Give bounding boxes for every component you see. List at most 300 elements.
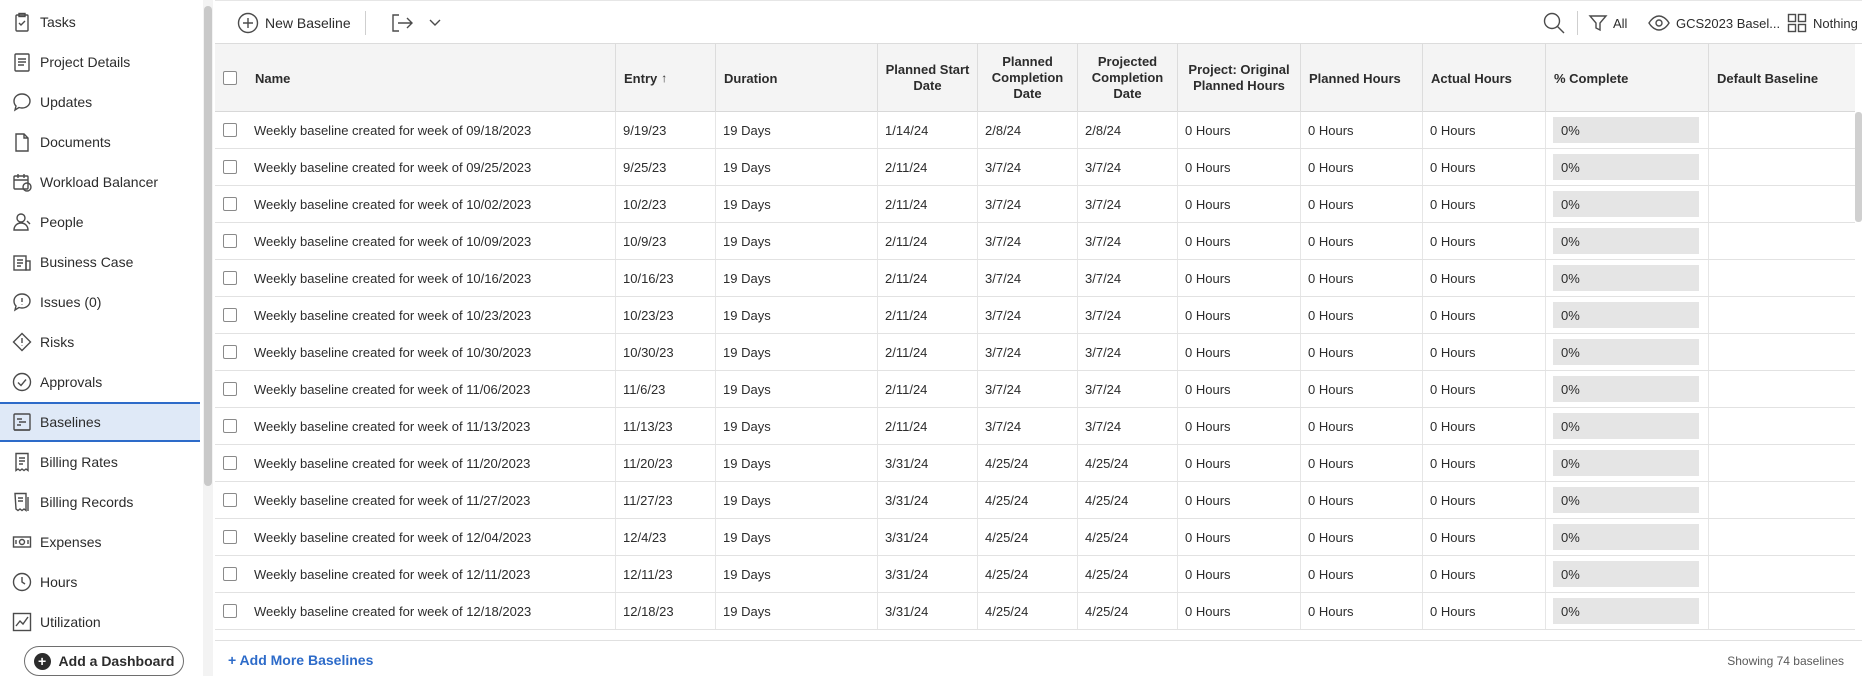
cell-projected-completion-date xyxy=(1078,297,1178,333)
sidebar-item-label: Business Case xyxy=(40,254,134,270)
table-row[interactable] xyxy=(215,408,1855,445)
table-row[interactable] xyxy=(215,519,1855,556)
sidebar-item-label: Expenses xyxy=(40,534,102,550)
row-checkbox[interactable] xyxy=(223,345,237,359)
cell-actual-hours-text: 0 Hours xyxy=(1430,344,1476,360)
cell-planned-start-date xyxy=(878,260,978,296)
cell-planned-start-date-text: 2/11/24 xyxy=(885,418,928,434)
cell-duration xyxy=(716,186,878,222)
cell-projected-completion-date-text: 4/25/24 xyxy=(1085,492,1129,508)
cell-entry xyxy=(616,445,716,481)
sidebar-item-business-case[interactable] xyxy=(0,242,200,282)
cell-name xyxy=(247,408,616,444)
percent-complete-bar: 0% xyxy=(1553,265,1699,291)
percent-complete-bar: 0% xyxy=(1553,450,1699,476)
sidebar-item-expenses[interactable] xyxy=(0,522,200,562)
cell-name xyxy=(247,371,616,407)
header-actual-hours[interactable]: Actual Hours xyxy=(1423,44,1546,112)
cell-percent-complete xyxy=(1546,149,1709,185)
percent-complete-bar: 0% xyxy=(1553,154,1699,180)
cell-projected-completion-date xyxy=(1078,112,1178,148)
sidebar-item-billing-rates[interactable] xyxy=(0,442,200,482)
sidebar-item-documents[interactable] xyxy=(0,122,200,162)
row-checkbox[interactable] xyxy=(223,382,237,396)
cell-planned-start-date xyxy=(878,482,978,518)
sidebar-item-label: Hours xyxy=(40,574,78,590)
cell-planned-completion-date-text: 3/7/24 xyxy=(985,233,1022,249)
cell-planned-hours xyxy=(1301,260,1423,296)
cell-actual-hours-text: 0 Hours xyxy=(1430,418,1476,434)
cell-duration xyxy=(716,223,878,259)
cell-actual-hours xyxy=(1423,260,1546,296)
cell-projected-completion-date-text: 3/7/24 xyxy=(1085,307,1122,323)
sidebar-item-project-details[interactable] xyxy=(0,42,200,82)
cell-planned-completion-date-text: 3/7/24 xyxy=(985,307,1022,323)
sidebar-item-label: Billing Records xyxy=(40,494,134,510)
row-checkbox[interactable] xyxy=(223,419,237,433)
header-original-planned-hours[interactable]: Project: Original Planned Hours xyxy=(1178,44,1301,112)
cell-duration xyxy=(716,482,878,518)
cell-default-baseline xyxy=(1709,593,1855,629)
cell-planned-start-date xyxy=(878,334,978,370)
header-percent-complete[interactable]: % Complete xyxy=(1546,44,1709,112)
cell-planned-completion-date-text: 4/25/24 xyxy=(985,455,1029,471)
cell-entry-text: 12/4/23 xyxy=(623,529,667,545)
cell-planned-completion-date xyxy=(978,593,1078,629)
row-checkbox[interactable] xyxy=(223,123,237,137)
cell-name xyxy=(247,297,616,333)
cell-original-planned-hours xyxy=(1178,519,1301,555)
cell-planned-start-date xyxy=(878,186,978,222)
cell-original-planned-hours xyxy=(1178,482,1301,518)
cell-name-text: Weekly baseline created for week of 11/20/2023 xyxy=(254,455,531,471)
header-default-baseline[interactable]: Default Baseline xyxy=(1717,70,1819,86)
cell-duration-text: 19 Days xyxy=(723,307,771,323)
cell-default-baseline xyxy=(1709,556,1855,592)
row-checkbox[interactable] xyxy=(223,308,237,322)
cell-planned-hours-text: 0 Hours xyxy=(1308,344,1354,360)
header-planned-completion-date[interactable]: Planned Completion Date xyxy=(978,44,1078,112)
cell-default-baseline xyxy=(1709,445,1855,481)
table-row[interactable] xyxy=(215,223,1855,260)
cell-name xyxy=(247,334,616,370)
export-button[interactable] xyxy=(390,11,414,35)
chevron-down-icon xyxy=(428,16,442,30)
cell-percent-complete xyxy=(1546,112,1709,148)
row-checkbox[interactable] xyxy=(223,456,237,470)
cell-name xyxy=(247,186,616,222)
cell-projected-completion-date-text: 3/7/24 xyxy=(1085,381,1122,397)
row-checkbox[interactable] xyxy=(223,160,237,174)
cell-duration xyxy=(716,593,878,629)
cell-name-text: Weekly baseline created for week of 12/18/2023 xyxy=(254,603,532,619)
sidebar-item-updates[interactable] xyxy=(0,82,200,122)
cell-planned-start-date xyxy=(878,556,978,592)
receipt-icon xyxy=(12,451,32,473)
cell-actual-hours xyxy=(1423,371,1546,407)
table-row[interactable] xyxy=(215,297,1855,334)
cell-default-baseline xyxy=(1709,408,1855,444)
grouping-button[interactable] xyxy=(1787,11,1858,35)
cell-planned-start-date-text: 2/11/24 xyxy=(885,381,928,397)
row-checkbox[interactable] xyxy=(223,271,237,285)
cell-duration xyxy=(716,408,878,444)
row-checkbox[interactable] xyxy=(223,530,237,544)
cell-actual-hours xyxy=(1423,149,1546,185)
cell-actual-hours-text: 0 Hours xyxy=(1430,566,1476,582)
table-row[interactable] xyxy=(215,445,1855,482)
cell-original-planned-hours xyxy=(1178,149,1301,185)
document-lines-icon xyxy=(12,51,32,73)
cell-duration-text: 19 Days xyxy=(723,233,771,249)
cell-planned-completion-date xyxy=(978,334,1078,370)
percent-complete-bar: 0% xyxy=(1553,376,1699,402)
percent-complete-bar: 0% xyxy=(1553,524,1699,550)
sidebar-item-label: Baselines xyxy=(40,414,101,430)
cell-original-planned-hours-text: 0 Hours xyxy=(1185,529,1231,545)
toolbar-divider xyxy=(1577,11,1578,35)
cell-planned-completion-date xyxy=(978,445,1078,481)
cell-planned-start-date-text: 1/14/24 xyxy=(885,122,929,138)
cell-default-baseline xyxy=(1709,260,1855,296)
cell-original-planned-hours-text: 0 Hours xyxy=(1185,159,1231,175)
cell-name xyxy=(247,519,616,555)
cell-percent-complete xyxy=(1546,186,1709,222)
cell-entry xyxy=(616,519,716,555)
cell-planned-start-date xyxy=(878,223,978,259)
table-row[interactable] xyxy=(215,149,1855,186)
header-select-cell xyxy=(215,44,247,112)
filter-icon xyxy=(1588,13,1608,33)
cell-planned-completion-date xyxy=(978,223,1078,259)
cell-planned-start-date-text: 2/11/24 xyxy=(885,196,928,212)
cell-entry xyxy=(616,408,716,444)
cell-entry xyxy=(616,149,716,185)
cell-planned-hours-text: 0 Hours xyxy=(1308,381,1354,397)
cell-original-planned-hours-text: 0 Hours xyxy=(1185,344,1231,360)
add-dashboard-button[interactable] xyxy=(24,646,184,676)
select-all-checkbox[interactable] xyxy=(223,71,237,85)
cell-name-text: Weekly baseline created for week of 11/13/2023 xyxy=(254,418,531,434)
row-checkbox[interactable] xyxy=(223,604,237,618)
cell-planned-start-date-text: 2/11/24 xyxy=(885,307,928,323)
cell-duration-text: 19 Days xyxy=(723,418,771,434)
cell-planned-start-date-text: 2/11/24 xyxy=(885,159,928,175)
new-baseline-button[interactable] xyxy=(237,11,351,35)
header-name[interactable]: Name xyxy=(247,44,616,112)
cell-name-text: Weekly baseline created for week of 11/27/2023 xyxy=(254,492,531,508)
toolbar-divider xyxy=(365,11,366,35)
cell-entry-text: 10/23/23 xyxy=(623,307,674,323)
cell-planned-start-date xyxy=(878,371,978,407)
cell-actual-hours xyxy=(1423,556,1546,592)
cell-planned-start-date xyxy=(878,519,978,555)
cell-name-text: Weekly baseline created for week of 10/02/2023 xyxy=(254,196,532,212)
cell-planned-completion-date xyxy=(978,371,1078,407)
sidebar-item-utilization[interactable] xyxy=(0,602,200,642)
cell-projected-completion-date xyxy=(1078,445,1178,481)
cell-planned-completion-date xyxy=(978,408,1078,444)
header-entry[interactable]: Entry ↑ xyxy=(616,44,716,112)
table-row-partial xyxy=(215,630,1855,640)
cell-planned-hours xyxy=(1301,186,1423,222)
cell-planned-start-date-text: 3/31/24 xyxy=(885,529,929,545)
clipboard-icon xyxy=(12,11,32,33)
cell-percent-complete xyxy=(1546,223,1709,259)
cell-planned-start-date-text: 3/31/24 xyxy=(885,455,929,471)
cell-projected-completion-date xyxy=(1078,260,1178,296)
cell-name xyxy=(247,482,616,518)
eye-icon xyxy=(1648,15,1670,31)
table-row[interactable] xyxy=(215,334,1855,371)
sidebar-item-people[interactable] xyxy=(0,202,200,242)
cell-projected-completion-date-text: 4/25/24 xyxy=(1085,529,1129,545)
cell-actual-hours xyxy=(1423,519,1546,555)
sidebar-item-label: Issues (0) xyxy=(40,294,102,310)
table-scrollbar-thumb[interactable] xyxy=(1855,112,1862,222)
cell-original-planned-hours xyxy=(1178,334,1301,370)
cell-entry-text: 10/30/23 xyxy=(623,344,674,360)
cell-planned-completion-date-text: 3/7/24 xyxy=(985,196,1022,212)
diamond-alert-icon xyxy=(12,331,32,353)
cell-entry xyxy=(616,223,716,259)
sidebar-item-label: Documents xyxy=(40,134,111,150)
cell-name-text: Weekly baseline created for week of 12/11/2023 xyxy=(254,566,531,582)
cell-planned-completion-date xyxy=(978,260,1078,296)
row-checkbox[interactable] xyxy=(223,493,237,507)
cell-actual-hours xyxy=(1423,445,1546,481)
table-header xyxy=(215,44,1855,112)
clock-icon xyxy=(12,571,32,593)
cell-actual-hours-text: 0 Hours xyxy=(1430,492,1476,508)
cell-original-planned-hours-text: 0 Hours xyxy=(1185,270,1231,286)
cell-original-planned-hours-text: 0 Hours xyxy=(1185,196,1231,212)
table-row[interactable] xyxy=(215,186,1855,223)
table-row[interactable] xyxy=(215,260,1855,297)
cell-planned-start-date xyxy=(878,445,978,481)
speech-bubble-icon xyxy=(12,91,32,113)
alert-bubble-icon xyxy=(12,291,32,313)
cell-projected-completion-date xyxy=(1078,371,1178,407)
row-checkbox[interactable] xyxy=(223,567,237,581)
cell-actual-hours-text: 0 Hours xyxy=(1430,233,1476,249)
cell-name xyxy=(247,149,616,185)
cell-planned-hours-text: 0 Hours xyxy=(1308,233,1354,249)
cell-original-planned-hours xyxy=(1178,593,1301,629)
cell-original-planned-hours-text: 0 Hours xyxy=(1185,566,1231,582)
cell-projected-completion-date xyxy=(1078,593,1178,629)
cell-duration xyxy=(716,445,878,481)
cell-duration xyxy=(716,371,878,407)
cell-planned-hours-text: 0 Hours xyxy=(1308,307,1354,323)
sidebar-item-label: Tasks xyxy=(40,14,76,30)
calendar-balance-icon xyxy=(12,171,32,193)
cell-planned-hours-text: 0 Hours xyxy=(1308,492,1354,508)
cell-projected-completion-date xyxy=(1078,334,1178,370)
cell-projected-completion-date xyxy=(1078,149,1178,185)
cell-planned-start-date xyxy=(878,149,978,185)
cell-projected-completion-date-text: 4/25/24 xyxy=(1085,603,1129,619)
cell-planned-hours xyxy=(1301,593,1423,629)
cell-duration-text: 19 Days xyxy=(723,603,771,619)
cell-planned-completion-date-text: 3/7/24 xyxy=(985,270,1022,286)
cell-projected-completion-date xyxy=(1078,482,1178,518)
cell-default-baseline xyxy=(1709,482,1855,518)
sidebar-item-label: Workload Balancer xyxy=(40,174,159,190)
table-row[interactable] xyxy=(215,112,1855,149)
cell-projected-completion-date-text: 3/7/24 xyxy=(1085,270,1122,286)
sidebar-item-billing-records[interactable] xyxy=(0,482,200,522)
cell-planned-hours xyxy=(1301,519,1423,555)
header-projected-completion-date[interactable]: Projected Completion Date xyxy=(1078,44,1178,112)
cell-planned-start-date xyxy=(878,112,978,148)
sort-ascending-icon: ↑ xyxy=(661,71,668,85)
cell-actual-hours xyxy=(1423,186,1546,222)
cell-default-baseline xyxy=(1709,297,1855,333)
sidebar-item-risks[interactable] xyxy=(0,322,200,362)
cell-original-planned-hours xyxy=(1178,371,1301,407)
cell-actual-hours-text: 0 Hours xyxy=(1430,122,1476,138)
table-row[interactable] xyxy=(215,593,1855,630)
percent-complete-bar: 0% xyxy=(1553,302,1699,328)
search-button[interactable] xyxy=(1542,11,1566,35)
line-chart-icon xyxy=(12,611,32,633)
cell-original-planned-hours-text: 0 Hours xyxy=(1185,307,1231,323)
toolbar xyxy=(215,0,1862,44)
cell-entry-text: 10/16/23 xyxy=(623,270,674,286)
cell-entry xyxy=(616,260,716,296)
cell-planned-hours-text: 0 Hours xyxy=(1308,159,1354,175)
sidebar-item-baselines[interactable] xyxy=(0,402,200,442)
cell-planned-start-date-text: 3/31/24 xyxy=(885,492,929,508)
cell-original-planned-hours-text: 0 Hours xyxy=(1185,418,1231,434)
cell-name-text: Weekly baseline created for week of 12/04/2023 xyxy=(254,529,532,545)
cell-planned-completion-date-text: 4/25/24 xyxy=(985,603,1029,619)
money-icon xyxy=(12,531,32,553)
cell-duration-text: 19 Days xyxy=(723,566,771,582)
cell-actual-hours xyxy=(1423,408,1546,444)
cell-planned-start-date xyxy=(878,593,978,629)
cell-entry-text: 10/9/23 xyxy=(623,233,667,249)
filter-button[interactable] xyxy=(1588,11,1627,35)
check-circle-icon xyxy=(12,371,32,393)
row-checkbox[interactable] xyxy=(223,234,237,248)
cell-planned-hours xyxy=(1301,371,1423,407)
cell-planned-hours xyxy=(1301,149,1423,185)
cell-original-planned-hours xyxy=(1178,223,1301,259)
header-duration[interactable]: Duration xyxy=(716,44,878,112)
cell-planned-completion-date-text: 4/25/24 xyxy=(985,529,1029,545)
cell-name-text: Weekly baseline created for week of 10/09/2023 xyxy=(254,233,532,249)
row-checkbox[interactable] xyxy=(223,197,237,211)
cell-duration xyxy=(716,260,878,296)
cell-name xyxy=(247,445,616,481)
cell-projected-completion-date xyxy=(1078,223,1178,259)
sidebar-scrollbar-thumb[interactable] xyxy=(204,6,212,486)
cell-planned-start-date-text: 2/11/24 xyxy=(885,344,928,360)
cell-planned-completion-date-text: 3/7/24 xyxy=(985,159,1022,175)
cell-original-planned-hours-text: 0 Hours xyxy=(1185,381,1231,397)
table-row[interactable] xyxy=(215,482,1855,519)
grouping-label: Nothing xyxy=(1813,15,1858,31)
cell-projected-completion-date-text: 3/7/24 xyxy=(1085,196,1122,212)
person-icon xyxy=(12,211,32,233)
cell-percent-complete xyxy=(1546,556,1709,592)
cell-percent-complete xyxy=(1546,593,1709,629)
project-sidebar xyxy=(0,0,200,676)
cell-planned-hours-text: 0 Hours xyxy=(1308,603,1354,619)
sidebar-item-approvals[interactable] xyxy=(0,362,200,402)
cell-duration-text: 19 Days xyxy=(723,529,771,545)
cell-entry-text: 9/25/23 xyxy=(623,159,667,175)
cell-projected-completion-date xyxy=(1078,408,1178,444)
export-dropdown-button[interactable] xyxy=(428,11,442,35)
cell-original-planned-hours xyxy=(1178,186,1301,222)
cell-entry xyxy=(616,112,716,148)
cell-percent-complete xyxy=(1546,408,1709,444)
cell-planned-start-date-text: 2/11/24 xyxy=(885,233,928,249)
view-label: GCS2023 Basel... xyxy=(1676,15,1781,31)
add-more-baselines-link[interactable]: + Add More Baselines xyxy=(228,652,374,668)
percent-complete-bar: 0% xyxy=(1553,339,1699,365)
cell-duration-text: 19 Days xyxy=(723,270,771,286)
cell-percent-complete xyxy=(1546,519,1709,555)
header-planned-hours[interactable]: Planned Hours xyxy=(1301,44,1423,112)
table-row[interactable] xyxy=(215,371,1855,408)
cell-actual-hours-text: 0 Hours xyxy=(1430,307,1476,323)
cell-actual-hours-text: 0 Hours xyxy=(1430,455,1476,471)
percent-complete-bar: 0% xyxy=(1553,228,1699,254)
cell-planned-hours-text: 0 Hours xyxy=(1308,122,1354,138)
cell-projected-completion-date-text: 3/7/24 xyxy=(1085,233,1122,249)
cell-default-baseline xyxy=(1709,186,1855,222)
header-planned-start-date[interactable]: Planned Start Date xyxy=(878,44,978,112)
percent-complete-bar: 0% xyxy=(1553,598,1699,624)
cell-actual-hours-text: 0 Hours xyxy=(1430,270,1476,286)
cell-name-text: Weekly baseline created for week of 11/06/2023 xyxy=(254,381,531,397)
sidebar-item-tasks[interactable] xyxy=(0,2,200,42)
view-button[interactable] xyxy=(1648,11,1780,35)
sidebar-item-hours[interactable] xyxy=(0,562,200,602)
cell-planned-completion-date-text: 3/7/24 xyxy=(985,381,1022,397)
cell-entry-text: 11/20/23 xyxy=(623,455,673,471)
cell-planned-hours xyxy=(1301,556,1423,592)
sidebar-item-label: Risks xyxy=(40,334,75,350)
cell-name-text: Weekly baseline created for week of 10/23/2023 xyxy=(254,307,532,323)
cell-name xyxy=(247,112,616,148)
cell-planned-hours-text: 0 Hours xyxy=(1308,418,1354,434)
cell-planned-hours-text: 0 Hours xyxy=(1308,529,1354,545)
sidebar-item-issues-0[interactable] xyxy=(0,282,200,322)
cell-original-planned-hours-text: 0 Hours xyxy=(1185,455,1231,471)
table-row[interactable] xyxy=(215,556,1855,593)
cell-planned-start-date xyxy=(878,297,978,333)
cell-planned-hours-text: 0 Hours xyxy=(1308,455,1354,471)
cell-percent-complete xyxy=(1546,445,1709,481)
sidebar-item-label: Updates xyxy=(40,94,93,110)
cell-planned-completion-date xyxy=(978,149,1078,185)
cell-entry xyxy=(616,482,716,518)
cell-default-baseline xyxy=(1709,149,1855,185)
cell-percent-complete xyxy=(1546,297,1709,333)
cell-planned-hours xyxy=(1301,408,1423,444)
cell-original-planned-hours xyxy=(1178,112,1301,148)
cell-projected-completion-date-text: 3/7/24 xyxy=(1085,344,1122,360)
sidebar-item-workload-balancer[interactable] xyxy=(0,162,200,202)
search-icon xyxy=(1542,11,1566,35)
cell-entry xyxy=(616,371,716,407)
sidebar-item-label: People xyxy=(40,214,84,230)
